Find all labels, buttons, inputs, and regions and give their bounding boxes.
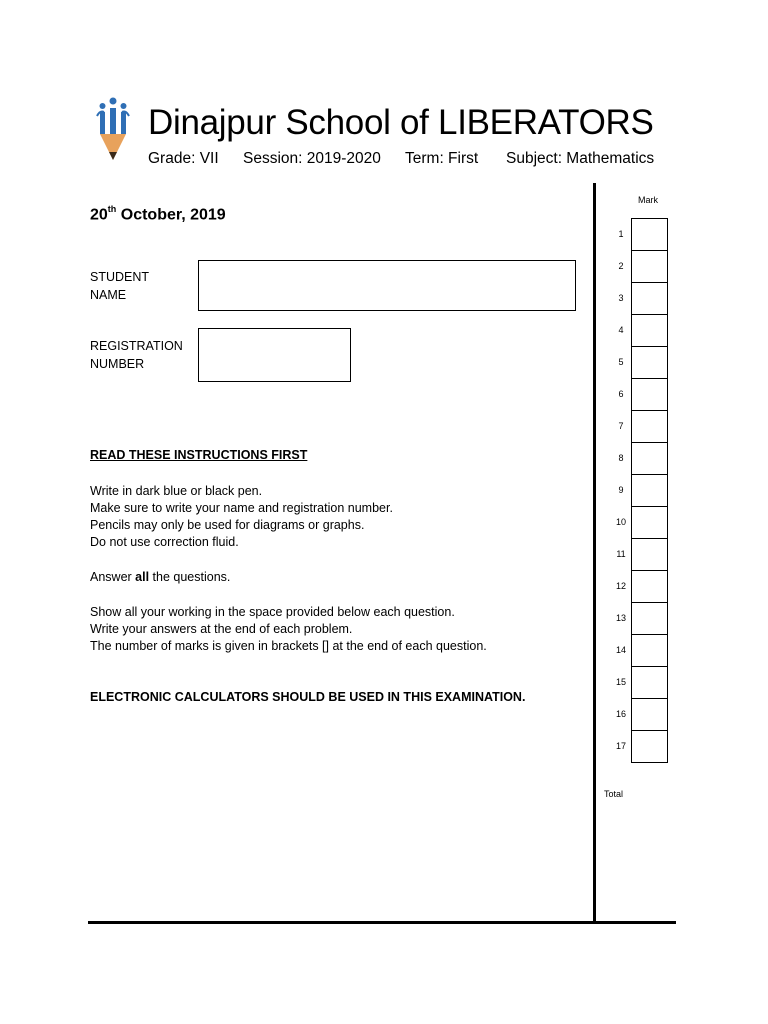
grade-label: Grade: VII — [148, 150, 219, 167]
bottom-divider — [88, 921, 676, 924]
instruction-line: Write your answers at the end of each problem. — [90, 622, 353, 636]
mark-cell[interactable] — [631, 730, 668, 763]
question-number: 13 — [615, 613, 626, 623]
instruction-line: The number of marks is given in brackets [] at the end of each question. — [90, 639, 487, 653]
mark-cell[interactable] — [631, 506, 668, 539]
mark-cell[interactable] — [631, 378, 668, 411]
instruction-line: Make sure to write your name and registration number. — [90, 501, 393, 515]
vertical-divider — [593, 183, 596, 924]
registration-number-box[interactable] — [198, 328, 351, 382]
mark-cell[interactable] — [631, 666, 668, 699]
session-label: Session: 2019-2020 — [243, 150, 381, 167]
term-label: Term: First — [405, 150, 479, 167]
instructions-heading: READ THESE INSTRUCTIONS FIRST — [90, 448, 308, 462]
question-number: 9 — [618, 485, 624, 495]
mark-cell[interactable] — [631, 410, 668, 443]
question-number: 15 — [615, 677, 626, 687]
answer-all-instruction: Answer all the questions. — [90, 570, 231, 584]
registration-number-label: REGISTRATION NUMBER — [90, 339, 183, 371]
question-number: 3 — [618, 293, 624, 303]
question-number: 10 — [615, 517, 626, 527]
mark-cell[interactable] — [631, 698, 668, 731]
mark-cell[interactable] — [631, 474, 668, 507]
instruction-line: Write in dark blue or black pen. — [90, 484, 263, 498]
calculator-note: ELECTRONIC CALCULATORS SHOULD BE USED IN THIS EXAMINATION. — [90, 690, 526, 704]
question-number: 6 — [618, 389, 624, 399]
mark-cell[interactable] — [631, 314, 668, 347]
instruction-line: Show all your working in the space provided below each question. — [90, 605, 455, 619]
subject-label: Subject: Mathematics — [506, 150, 655, 167]
question-number: 2 — [618, 261, 624, 271]
instruction-line: Do not use correction fluid. — [90, 535, 239, 549]
mark-cell[interactable] — [631, 570, 668, 603]
total-label: Total — [604, 789, 624, 799]
student-name-label: STUDENT NAME — [90, 270, 150, 302]
question-number: 11 — [616, 549, 626, 559]
mark-cell[interactable] — [631, 538, 668, 571]
mark-cell[interactable] — [631, 250, 668, 283]
pencil-logo-icon — [94, 96, 132, 162]
mark-cell[interactable] — [631, 634, 668, 667]
question-number: 4 — [618, 325, 624, 335]
mark-cell[interactable] — [631, 346, 668, 379]
question-number: 12 — [615, 581, 626, 591]
mark-cell[interactable] — [631, 282, 668, 315]
question-number: 5 — [618, 357, 624, 367]
question-number: 16 — [615, 709, 626, 719]
instruction-line: Pencils may only be used for diagrams or graphs. — [90, 518, 365, 532]
mark-cell[interactable] — [631, 218, 668, 251]
school-title: Dinajpur School of LIBERATORS — [148, 103, 654, 142]
question-number: 17 — [615, 741, 626, 751]
question-number: 7 — [618, 421, 624, 431]
mark-cell[interactable] — [631, 602, 668, 635]
student-name-box[interactable] — [198, 260, 576, 311]
mark-cell[interactable] — [631, 442, 668, 475]
mark-column-header: Mark — [638, 195, 658, 205]
exam-date: 20th October, 2019 — [90, 204, 226, 224]
question-number: 1 — [618, 229, 624, 239]
question-number: 14 — [615, 645, 626, 655]
mark-table — [631, 218, 668, 763]
question-number: 8 — [618, 453, 624, 463]
